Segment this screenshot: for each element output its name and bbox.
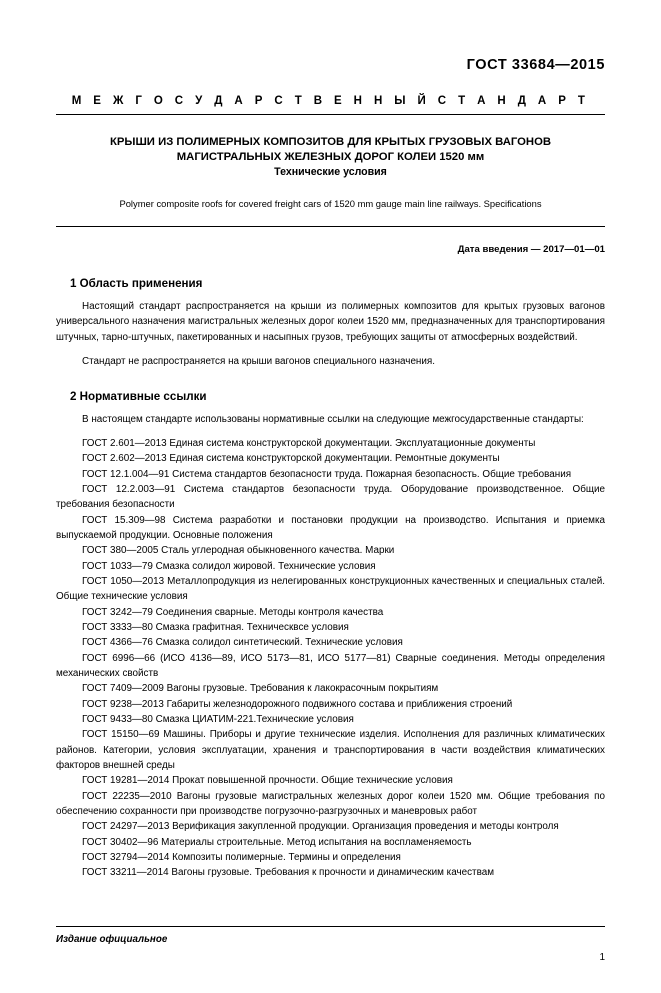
standard-number: ГОСТ 33684—2015 — [466, 57, 605, 73]
document-page — [0, 57, 661, 993]
reference-item: ГОСТ 12.2.003—91 Система стандартов безопасности труда. Оборудование производственное. Общие требования безопасности — [56, 483, 605, 511]
english-title: Polymer composite roofs for covered freight cars of 1520 mm gauge main line railways. Specifications — [119, 198, 542, 210]
reference-item: ГОСТ 19281—2014 Прокат повышенной прочности. Общие технические условия — [82, 775, 453, 787]
reference-item: ГОСТ 1050—2013 Металлопродукция из нелегированных конструкционных качественных и специальных сталей. Общие технические условия — [56, 575, 605, 603]
title-line-1: КРЫШИ ИЗ ПОЛИМЕРНЫХ КОМПОЗИТОВ ДЛЯ КРЫТЫХ ГРУЗОВЫХ ВАГОНОВ — [109, 136, 552, 148]
divider-bottom — [56, 226, 605, 227]
reference-item: ГОСТ 1033—79 Смазка солидол жировой. Технические условия — [82, 560, 376, 572]
interstate-standard-label: М Е Ж Г О С У Д А Р С Т В Е Н Н Ы Й С Т А Н Д А Р Т — [71, 95, 590, 107]
reference-item: ГОСТ 32794—2014 Композиты полимерные. Термины и определения — [82, 852, 401, 864]
reference-item: ГОСТ 380—2005 Сталь углеродная обыкновенного качества. Марки — [82, 545, 395, 557]
document-title — [56, 135, 605, 179]
title-line-3: Технические условия — [274, 166, 387, 179]
references-list — [56, 436, 605, 881]
scope-paragraph-2: Стандарт не распространяется на крыши вагонов специального назначения. — [82, 356, 435, 368]
page-number: 1 — [599, 952, 605, 963]
reference-item: ГОСТ 9238—2013 Габариты железнодорожного подвижного состава и приближения строений — [82, 698, 513, 710]
reference-item: ГОСТ 22235—2010 Вагоны грузовые магистральных железных дорог колеи 1520 мм. Общие требования по обеспечению сохранности при производстве погрузочно-разгрузочных и маневровых работ — [56, 790, 605, 818]
reference-item: ГОСТ 7409—2009 Вагоны грузовые. Требования к лакокрасочным покрытиям — [82, 683, 439, 695]
effective-date: Дата введения — 2017—01—01 — [457, 244, 605, 256]
reference-item: ГОСТ 33211—2014 Вагоны грузовые. Требования к прочности и динамическим качествам — [82, 867, 494, 879]
reference-item: ГОСТ 9433—80 Смазка ЦИАТИМ-221.Технические условия — [82, 714, 354, 726]
reference-item: ГОСТ 15150—69 Машины. Приборы и другие технические изделия. Исполнения для различных климатических районов. Категории, условия эксплуатации, хранения и транспортирования в части воздействия климатических факторов внешней среды — [56, 729, 605, 772]
reference-item: ГОСТ 4366—76 Смазка солидол синтетический. Технические условия — [82, 637, 403, 649]
reference-item: ГОСТ 30402—96 Материалы строительные. Метод испытания на воспламеняемость — [82, 836, 472, 848]
section-heading-references: 2 Нормативные ссылки — [70, 390, 207, 404]
section-heading-scope: 1 Область применения — [70, 277, 203, 291]
reference-item: ГОСТ 3333—80 Смазка графитная. Техническвсе условия — [82, 621, 349, 633]
references-intro: В настоящем стандарте использованы нормативные ссылки на следующие межгосударственные стандарты: — [82, 414, 584, 426]
reference-item: ГОСТ 3242—79 Соединения сварные. Методы контроля качества — [82, 606, 384, 618]
reference-item: ГОСТ 2.601—2013 Единая система конструкторской документации. Эксплуатационные документы — [82, 437, 536, 449]
reference-item: ГОСТ 12.1.004—91 Система стандартов безопасности труда. Пожарная безопасность. Общие требования — [82, 468, 572, 480]
scope-paragraph-1: Настоящий стандарт распространяется на крыши из полимерных композитов для крытых грузовых вагонов универсального назначения магистральных железных дорог колеи 1520 мм, предназначенных для транспортирования штучных, тарно-штучных, пакетированных и насыпных грузов, требующих защиты от атмосферных воздействий. — [56, 301, 605, 343]
reference-item: ГОСТ 2.602—2013 Единая система конструкторской документации. Ремонтные документы — [82, 453, 500, 465]
reference-item: ГОСТ 6996—66 (ИСО 4136—89, ИСО 5173—81, ИСО 5177—81) Сварные соединения. Методы определения механических свойств — [56, 652, 605, 679]
divider-top — [56, 114, 605, 115]
reference-item: ГОСТ 15.309—98 Система разработки и постановки продукции на производство. Испытания и приемка выпускаемой продукции. Основные положения — [56, 514, 605, 541]
reference-item: ГОСТ 24297—2013 Верификация закупленной продукции. Организация проведения и методы контроля — [82, 821, 559, 833]
footer-divider — [56, 926, 605, 927]
edition-note: Издание официальное — [56, 934, 168, 945]
title-line-2: МАГИСТРАЛЬНЫХ ЖЕЛЕЗНЫХ ДОРОГ КОЛЕИ 1520 мм — [176, 151, 485, 164]
